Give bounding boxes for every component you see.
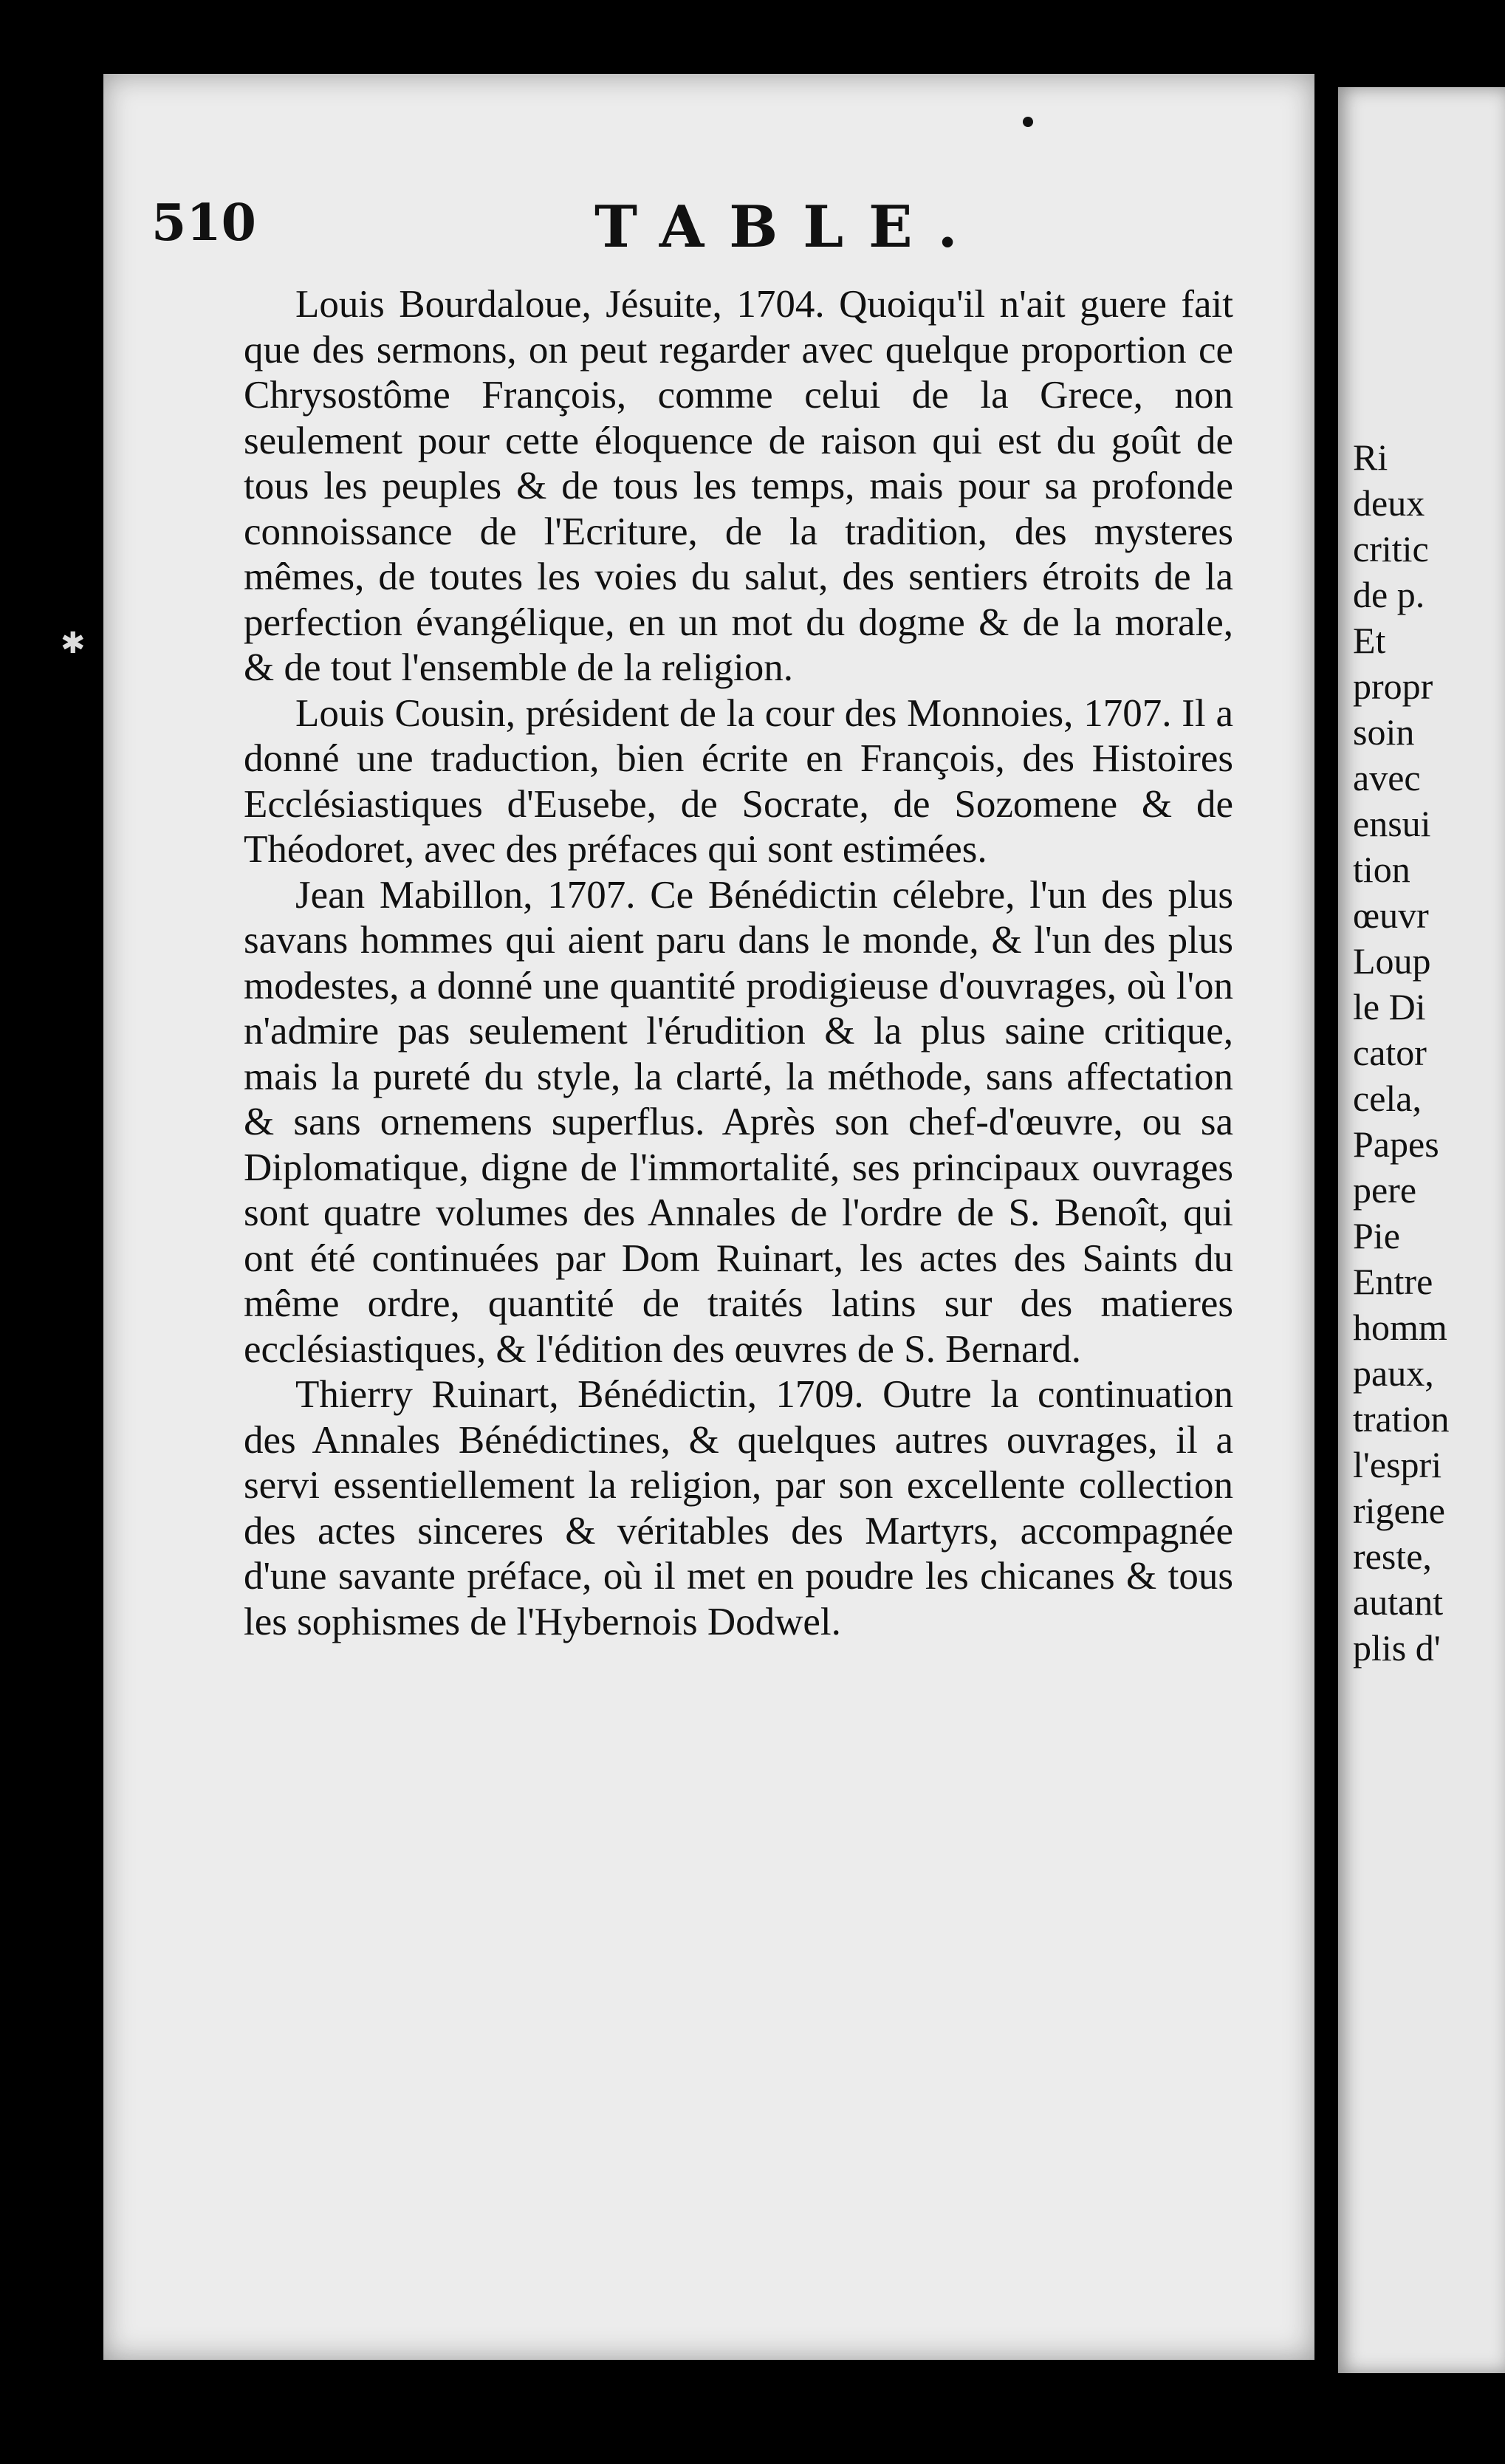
facing-page-text (1353, 434, 1450, 1671)
book-gutter (1314, 0, 1338, 2464)
facing-page-line: paux, (1353, 1352, 1434, 1394)
facing-page-line: reste, (1353, 1536, 1432, 1577)
facing-page-line: Ri (1353, 437, 1388, 478)
entry-bourdaloue: Louis Bourdaloue, Jésuite, 1704. Quoiqu'il n'ait guere fait que des sermons, on peut regarder avec quelque proportion ce Chrysostôme François, comme celui de la Grece, non seulement pour cette éloquence de raison qui est du goût de tous les peuples & de tous les temps, mais pour sa profonde connoissance de l'Ecriture, de la tradition, des mysteres mêmes, de toutes les voies du salut, des sentiers étroits de la perfection évangélique, en un mot du dogme & de la morale, & de tout l'ensemble de la religion. (244, 283, 1233, 689)
facing-page-line: rigene (1353, 1490, 1445, 1531)
facing-page (1338, 87, 1505, 2373)
facing-page-line: Et (1353, 620, 1386, 661)
facing-page-line: cela, (1353, 1078, 1422, 1119)
running-title: TABLE. (594, 194, 983, 261)
facing-page-line: œuvr (1353, 894, 1429, 936)
facing-page-line: Entre (1353, 1261, 1433, 1302)
facing-page-line: ensui (1353, 803, 1431, 844)
facing-page-line: tion (1353, 849, 1410, 890)
entry-cousin: Louis Cousin, président de la cour des Monnoies, 1707. Il a donné une traduction, bien écrite en François, des Histoires Ecclésiastiques d'Eusebe, de Socrate, de Sozomene & de Théodoret, avec des préfaces qui sont estimées. (244, 691, 1233, 871)
ink-dot (1023, 117, 1033, 127)
facing-page-line: Loup (1353, 940, 1431, 982)
entry-mabillon: Jean Mabillon, 1707. Ce Bénédictin célebre, l'un des plus savans hommes qui aient paru dans le monde, & l'un des plus modestes, a donné une quantité prodigieuse d'ouvrages, où l'on n'admire pas seulement l'érudition & la plus saine critique, mais la pureté du style, la clarté, la méthode, sans affectation & sans ornemens superflus. Après son chef-d'œuvre, ou sa Diplomatique, digne de l'immortalité, ses principaux ouvrages sont quatre volumes des Annales de l'ordre de S. Benoît, qui ont été continuées par Dom Ruinart, les actes des Saints du même ordre, quantité de traités latins sur des matieres ecclésiastiques, & l'édition des œuvres de S. Bernard. (244, 873, 1233, 1371)
facing-page-line: tration (1353, 1398, 1450, 1440)
facing-page-line: homm (1353, 1307, 1447, 1348)
facing-page-line: propr (1353, 665, 1433, 707)
facing-page-line: soin (1353, 711, 1415, 753)
facing-page-line: autant (1353, 1581, 1444, 1623)
facing-page-line: de p. (1353, 574, 1425, 615)
facing-page-line: le Di (1353, 986, 1426, 1027)
facing-page-line: Papes (1353, 1123, 1439, 1165)
facing-page-line: cator (1353, 1032, 1427, 1073)
facing-page-line: critic (1353, 528, 1429, 569)
margin-speck: ✱ (61, 626, 86, 660)
facing-page-line: pere (1353, 1169, 1417, 1211)
facing-page-line: avec (1353, 757, 1421, 798)
entry-ruinart: Thierry Ruinart, Bénédictin, 1709. Outre la continuation des Annales Bénédictines, & quelques autres ouvrages, il a servi essentiellement la religion, par son excellente collection des actes sinceres & véritables des Martyrs, accompagnée d'une savante préface, où il met en poudre les chicanes & tous les sophismes de l'Hybernois Dodwel. (244, 1373, 1233, 1643)
facing-page-line: Pie (1353, 1215, 1400, 1256)
facing-page-line: l'espri (1353, 1444, 1442, 1485)
facing-page-line: plis d' (1353, 1627, 1441, 1669)
table-entries (244, 282, 1233, 1645)
facing-page-line: deux (1353, 482, 1425, 524)
page-header (151, 194, 1289, 275)
page-number: 510 (151, 194, 256, 253)
